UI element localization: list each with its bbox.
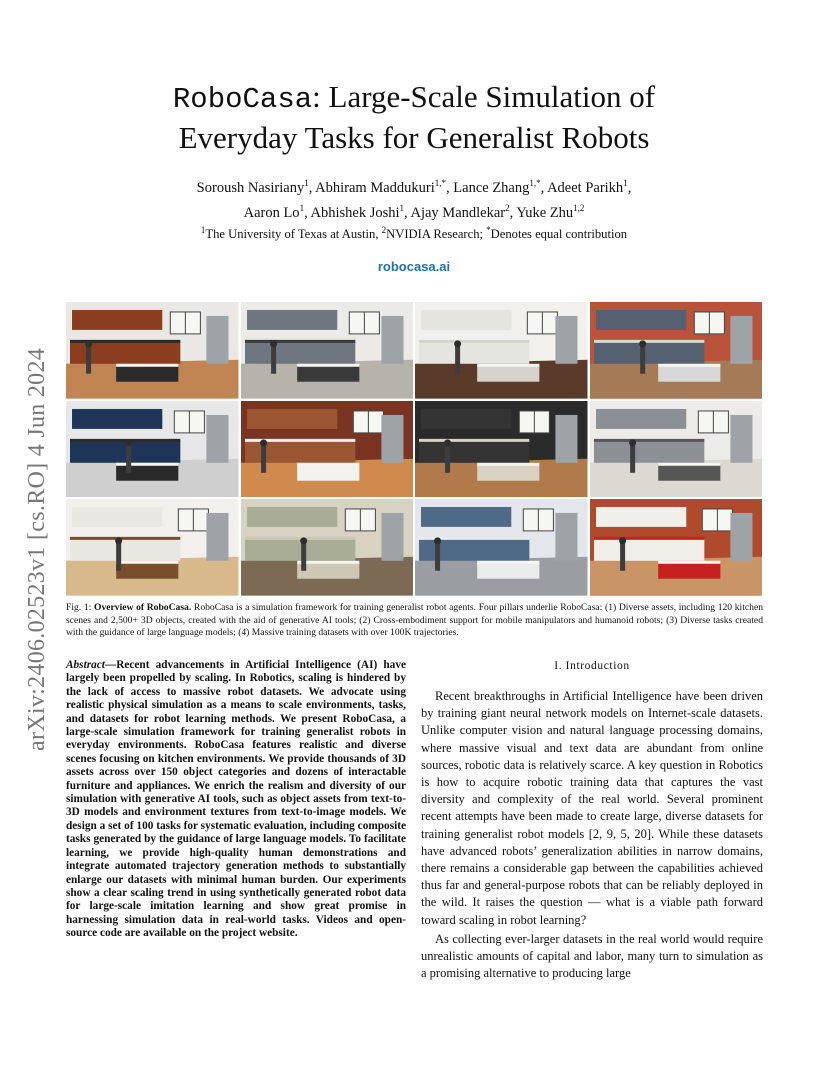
- intro-paragraph-1: Recent breakthroughs in Artificial Intelligence have been driven by training giant neural network models on Internet-scale datasets. Unlike computer vision and natural language processing domains, where massive visual and text data are abundant from online sources, robotic data is relatively scarce. A key question in Robotics is how to acquire robotic training data that captures the vast diversity and complexity of the real world. Several prominent recent attempts have been made to create large, diverse datasets for training generalist robot models [2, 9, 5, 20]. While these datasets have advanced robots’ generalization abilities in narrow domains, there remains a considerable gap between the capabilities achieved thus far and general-purpose robots that can be reliably deployed in the wild. It raises the question — what is a viable path forward toward scaling in robot learning?: [421, 689, 763, 927]
- figure-1-kitchen-renders: [66, 302, 762, 596]
- title-system-name: RoboCasa: [172, 83, 313, 116]
- author: Soroush Nasiriany$^1$,: [196, 178, 316, 196]
- author: Lance Zhang$^{1,*}$,: [453, 178, 548, 196]
- figure-caption: [66, 602, 763, 640]
- abstract-label: Abstract: [66, 659, 105, 671]
- kitchen-render-image: [415, 401, 588, 498]
- author-list: [0, 173, 828, 223]
- caption-title: Overview of RoboCasa.: [94, 602, 192, 613]
- title-line-1: : Large-Scale Simulation of: [312, 79, 656, 114]
- kitchen-render-image: [241, 401, 414, 498]
- paper-title: [0, 78, 828, 157]
- author: Aaron Lo$^1$,: [243, 202, 311, 221]
- author: Abhishek Joshi$^1$,: [310, 202, 411, 221]
- author: Yuke Zhu$^{1,2}$: [516, 202, 585, 221]
- kitchen-render-image: [66, 401, 239, 498]
- caption-label: Fig. 1:: [66, 602, 92, 613]
- abstract-text: —Recent advancements in Artificial Intelligence (AI) have largely been propelled by scaling. In Robotics, scaling is hindered by the lack of access to massive robot datasets. We advocate using realistic physical simulation as a means to scale environments, tasks, and datasets for robot learning methods. We present RoboCasa, a large-scale simulation framework for training generalist robots in everyday environments. RoboCasa features realistic and diverse scenes focusing on kitchen environments. We provide thousands of 3D assets across over 150 object categories and dozens of interactable furniture and appliances. We enrich the realism and diversity of our simulation with generative AI tools, such as object assets from text-to-3D models and environment textures from text-to-image models. We design a set of 100 tasks for systematic evaluation, including composite tasks generated by the guidance of large language models. To facilitate learning, we provide high-quality human demonstrations and integrate automated trajectory generation methods to substantially enlarge our datasets with minimal human burden. Our experiments show a clear scaling trend in using synthetically generated robot data for large-scale imitation learning and show great promise in harnessing simulation data in real-world tasks. Videos and open-source code are available on the project website.: [66, 659, 406, 940]
- title-line-2: Everyday Tasks for Generalist Robots: [178, 120, 650, 155]
- arxiv-id-text: arXiv:2406.02523v1 [cs.RO] 4 Jun 2024: [24, 347, 50, 751]
- kitchen-render-image: [415, 302, 588, 399]
- project-website-link[interactable]: robocasa.ai: [377, 259, 451, 274]
- introduction-column: [421, 660, 763, 982]
- author: Adeet Parikh$^1$,: [547, 178, 632, 196]
- arxiv-identifier: [8, 296, 58, 756]
- kitchen-render-image: [590, 302, 763, 399]
- abstract-column: [66, 659, 406, 941]
- kitchen-render-image: [66, 302, 239, 399]
- kitchen-render-image: [590, 401, 763, 498]
- kitchen-render-image: [590, 499, 763, 596]
- kitchen-render-image: [241, 302, 414, 399]
- caption-text: RoboCasa is a simulation framework for training generalist robot agents. Four pillars underlie RoboCasa: (1) Diverse assets, including 120 kitchen scenes and 2,500+ 3D objects, created with the aid of generative AI tools; (2) Cross-embodiment support for mobile manipulators and humanoid robots; (3) Diverse tasks created with the guidance of large language models; (4) Massive training datasets with over 100K trajectories.: [66, 602, 763, 638]
- kitchen-render-image: [241, 499, 414, 596]
- kitchen-render-image: [415, 499, 588, 596]
- kitchen-render-image: [66, 499, 239, 596]
- abstract: [66, 659, 406, 941]
- section-heading-introduction: I. Introduction: [554, 660, 630, 672]
- intro-paragraph-2: As collecting ever-larger datasets in the real world would require unrealistic amounts of capital and labor, many turn to simulation as a promising alternative to producing large: [421, 931, 763, 981]
- author: Ajay Mandlekar$^2$,: [410, 202, 517, 221]
- author: Abhiram Maddukuri$^{1,*}$,: [315, 178, 454, 196]
- affiliations: $^1$The University of Texas at Austin, $^2$NVIDIA Research; *Denotes equal contribution: [200, 225, 628, 242]
